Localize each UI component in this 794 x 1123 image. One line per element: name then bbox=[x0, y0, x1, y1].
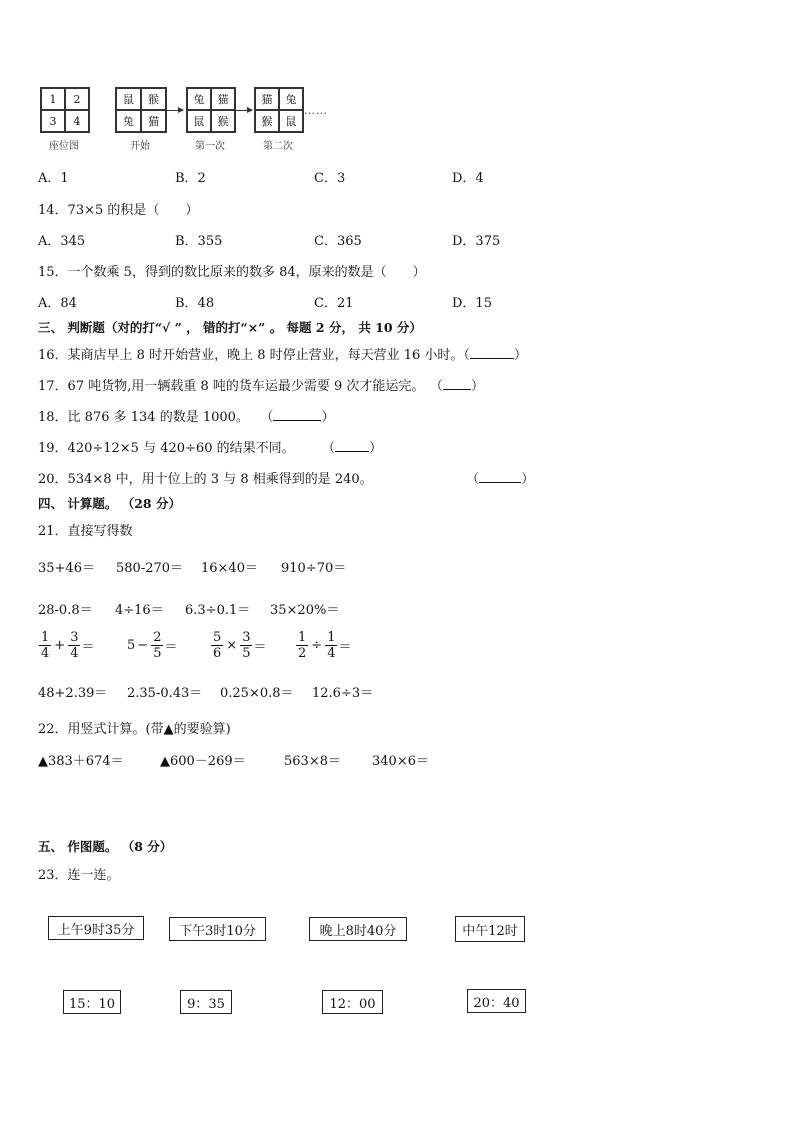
start-cell: 鼠 bbox=[116, 88, 141, 110]
first-cell: 鼠 bbox=[187, 110, 211, 132]
section-5-title: 五、 作图题。 （8 分） bbox=[38, 839, 173, 854]
first-cell: 兔 bbox=[187, 88, 211, 110]
seat-cell: 1 bbox=[41, 88, 65, 110]
q14-option-d: D．375 bbox=[452, 234, 501, 249]
q19: 19．420÷12×5 与 420÷60 的结果不同。 （ ） bbox=[38, 441, 383, 456]
q14-option-a: A．345 bbox=[38, 234, 86, 249]
q21-r4c2: 2.35-0.43＝ bbox=[127, 686, 203, 701]
q21-r1c3: 16×40＝ bbox=[201, 561, 258, 576]
first-cell: 猫 bbox=[211, 88, 235, 110]
q21-r4c3: 0.25×0.8＝ bbox=[220, 686, 294, 701]
q15-option-d: D．15 bbox=[452, 296, 492, 311]
q21-r3c2: 5 − $\frac{2}{5}$ ＝ bbox=[127, 630, 178, 661]
clock-time-box[interactable]: 20：40 bbox=[467, 989, 526, 1013]
start-grid bbox=[115, 87, 167, 133]
q21-r2c4: 35×20%＝ bbox=[270, 603, 340, 618]
q18-text: 18．比 876 多 134 的数是 1000。 bbox=[38, 410, 249, 425]
q21-r1c2: 580-270＝ bbox=[116, 561, 184, 576]
seat-cell: 3 bbox=[41, 110, 65, 132]
arrow-icon bbox=[166, 110, 183, 111]
second-cell: 兔 bbox=[279, 88, 303, 110]
q13-option-c: C．3 bbox=[314, 171, 346, 186]
q15-option-c: C．21 bbox=[314, 296, 354, 311]
first-caption: 第一次 bbox=[195, 141, 225, 152]
q21-r2c2: 4÷16＝ bbox=[115, 603, 164, 618]
q21-r4c1: 48+2.39＝ bbox=[38, 686, 108, 701]
clock-time-box[interactable]: 12：00 bbox=[322, 990, 383, 1014]
q21-r2c3: 6.3÷0.1＝ bbox=[185, 603, 251, 618]
seat-cell: 4 bbox=[65, 110, 89, 132]
q20-text: 20．534×8 中，用十位上的 3 与 8 相乘得到的是 240。 bbox=[38, 472, 373, 487]
start-cell: 猴 bbox=[141, 88, 166, 110]
second-caption: 第二次 bbox=[263, 141, 293, 152]
q22-item-3: 563×8＝ bbox=[284, 754, 341, 769]
q22-item-1: ▲383＋674＝ bbox=[38, 754, 124, 769]
section-4-title: 四、 计算题。 （28 分） bbox=[38, 496, 181, 511]
q15-text: 15．一个数乘 5，得到的数比原来的数多 84，原来的数是（ ） bbox=[38, 265, 426, 280]
q13-option-a: A．1 bbox=[38, 171, 69, 186]
q17-text: 17．67 吨货物,用一辆载重 8 吨的货车运最少需要 9 次才能运完。 bbox=[38, 379, 425, 394]
answer-blank[interactable] bbox=[273, 408, 321, 421]
q16-text: 16．某商店早上 8 时开始营业，晚上 8 时停止营业，每天营业 16 小时。 bbox=[38, 348, 464, 363]
q22-text: 22．用竖式计算。(带▲的要验算) bbox=[38, 722, 231, 737]
q15-option-b: B．48 bbox=[175, 296, 215, 311]
second-cell: 鼠 bbox=[279, 110, 303, 132]
start-cell: 兔 bbox=[116, 110, 141, 132]
second-cell: 猴 bbox=[255, 110, 279, 132]
second-grid bbox=[254, 87, 304, 133]
q20: 20．534×8 中，用十位上的 3 与 8 相乘得到的是 240。 （ ） bbox=[38, 472, 535, 487]
section-3-title: 三、 判断题（对的打“√ ” ， 错的打“×” 。 每题 2 分， 共 10 分） bbox=[38, 320, 422, 335]
q14-option-b: B．355 bbox=[175, 234, 223, 249]
q21-r3c4: $\frac{1}{2}$ ÷ $\frac{1}{4}$ ＝ bbox=[298, 630, 352, 661]
q22-item-4: 340×6＝ bbox=[372, 754, 429, 769]
q21-r1c1: 35+46＝ bbox=[38, 561, 95, 576]
start-cell: 猫 bbox=[141, 110, 166, 132]
answer-blank[interactable] bbox=[335, 439, 369, 452]
q21-r1c4: 910÷70＝ bbox=[281, 561, 347, 576]
time-label-box[interactable]: 下午3时10分 bbox=[169, 917, 266, 941]
clock-time-box[interactable]: 9：35 bbox=[180, 990, 232, 1014]
q17: 17．67 吨货物,用一辆载重 8 吨的货车运最少需要 9 次才能运完。 （ ） bbox=[38, 379, 484, 394]
q21-text: 21．直接写得数 bbox=[38, 524, 133, 539]
second-cell: 猫 bbox=[255, 88, 279, 110]
seat-cell: 2 bbox=[65, 88, 89, 110]
seat-grid-caption: 座位图 bbox=[49, 141, 79, 152]
q13-option-b: B．2 bbox=[175, 171, 206, 186]
first-cell: 猴 bbox=[211, 110, 235, 132]
q15-option-a: A．84 bbox=[38, 296, 77, 311]
q21-r3c3: $\frac{5}{6}$ × $\frac{3}{5}$ ＝ bbox=[213, 630, 267, 661]
answer-blank[interactable] bbox=[470, 346, 514, 359]
q16: 16．某商店早上 8 时开始营业，晚上 8 时停止营业，每天营业 16 小时。（ ） bbox=[38, 348, 527, 363]
q14-option-c: C．365 bbox=[314, 234, 362, 249]
seat-grid bbox=[40, 87, 90, 133]
q13-option-d: D．4 bbox=[452, 171, 484, 186]
q19-text: 19．420÷12×5 与 420÷60 的结果不同。 bbox=[38, 441, 295, 456]
ellipsis: …… bbox=[304, 104, 328, 117]
time-label-box[interactable]: 晚上8时40分 bbox=[309, 917, 407, 941]
arrow-icon bbox=[235, 110, 252, 111]
q18: 18．比 876 多 134 的数是 1000。 （ ） bbox=[38, 410, 335, 425]
time-label-box[interactable]: 中午12时 bbox=[455, 916, 525, 942]
answer-blank[interactable] bbox=[479, 470, 521, 483]
start-caption: 开始 bbox=[130, 141, 150, 152]
q21-r3c1: 1 4 + $\frac{3}{4}$ ＝ bbox=[41, 630, 95, 661]
q22-item-2: ▲600－269＝ bbox=[160, 754, 246, 769]
q21-r2c1: 28-0.8＝ bbox=[38, 603, 93, 618]
q23-text: 23．连一连。 bbox=[38, 868, 120, 883]
q14-text: 14．73×5 的积是（ ） bbox=[38, 203, 199, 218]
clock-time-box[interactable]: 15：10 bbox=[63, 990, 121, 1014]
first-grid bbox=[186, 87, 236, 133]
time-label-box[interactable]: 上午9时35分 bbox=[48, 916, 144, 940]
q21-r4c4: 12.6÷3＝ bbox=[312, 686, 374, 701]
answer-blank[interactable] bbox=[443, 377, 471, 390]
